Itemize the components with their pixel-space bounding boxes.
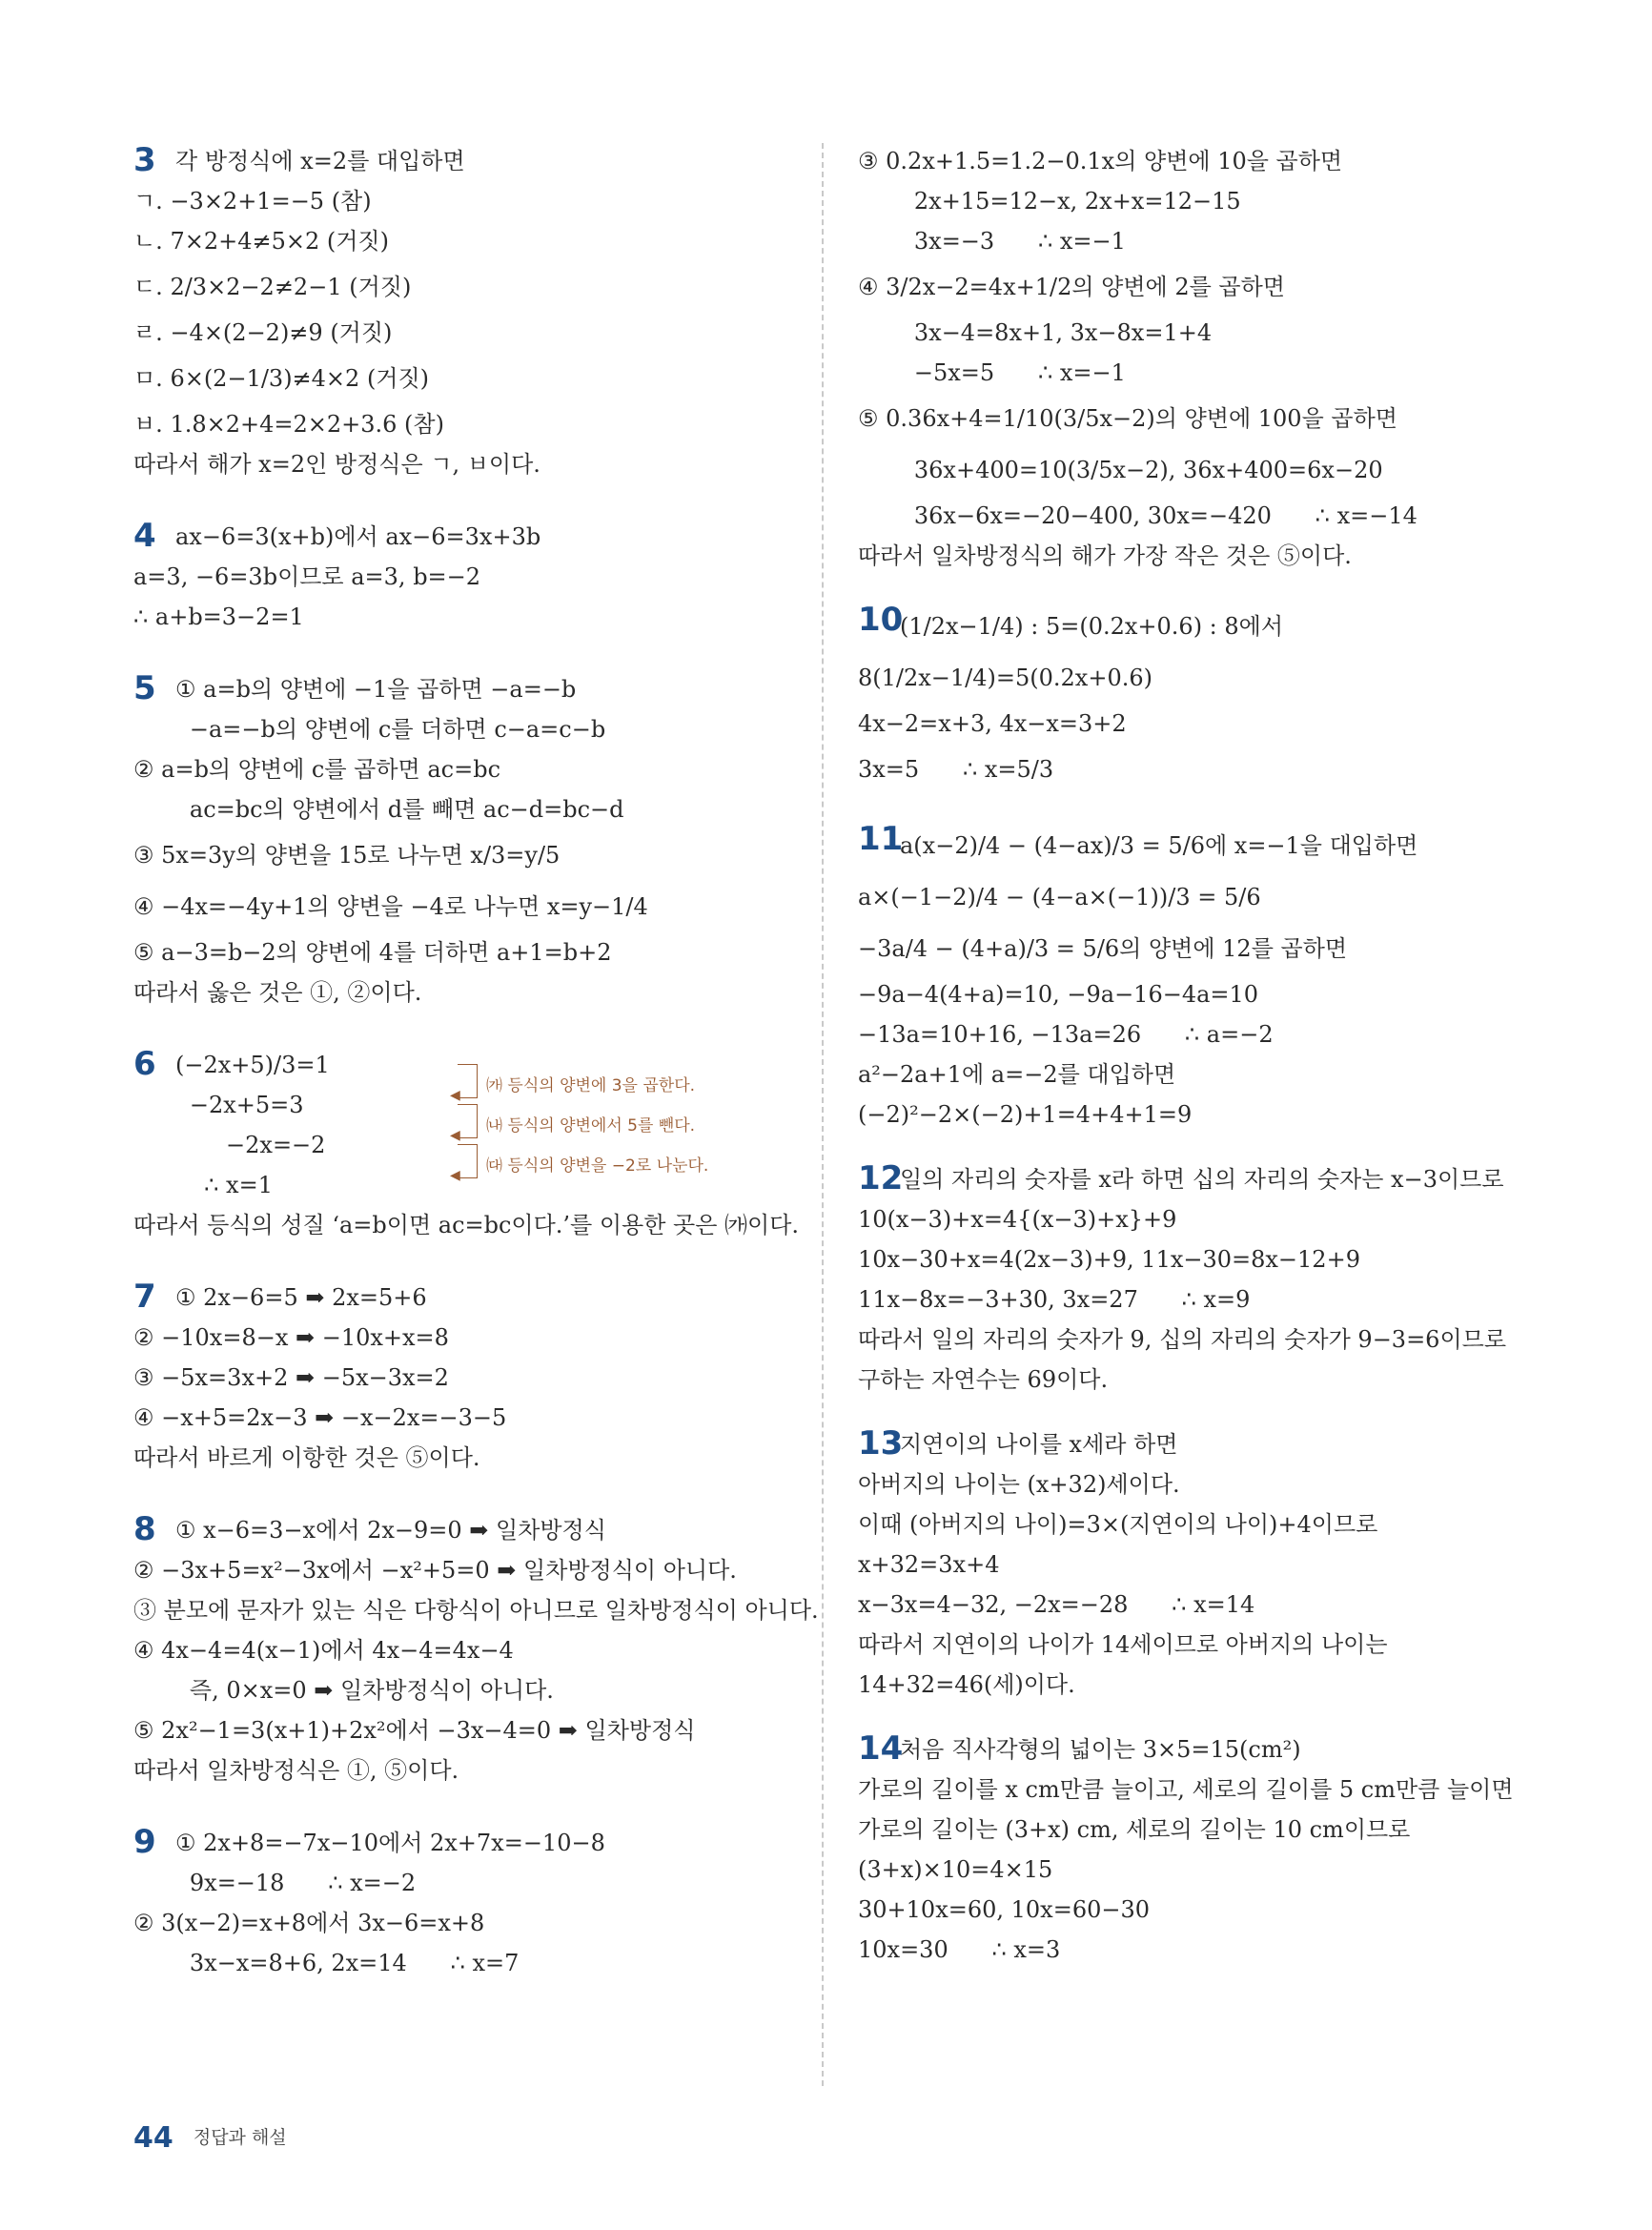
solution-line: ③ 분모에 문자가 있는 식은 다항식이 아니므로 일차방정식이 아니다. [133, 1597, 819, 1624]
solution-line: 36x−6x=−20−400, 30x=−420 ∴ x=−14 [892, 502, 1417, 529]
arrow-left-icon: ◀ [450, 1088, 460, 1103]
solution-line: 따라서 일차방정식의 해가 가장 작은 것은 ⑤이다. [858, 542, 1352, 569]
problem-number: 12 [858, 1159, 904, 1197]
page-footer [133, 2121, 287, 2155]
solution-line: ① 2x−6=5 ➡ 2x=5+6 [175, 1284, 427, 1311]
solution-line: 가로의 길이를 x cm만큼 늘이고, 세로의 길이를 5 cm만큼 늘이면 [858, 1776, 1514, 1803]
solution-line: ③ 5x=3y의 양변을 15로 나누면 x/3=y/5 [133, 842, 561, 869]
solution-line: ∴ x=1 [168, 1172, 273, 1198]
solution-line: 3x=−3 ∴ x=−1 [892, 228, 1126, 255]
solution-line: ④ −4x=−4y+1의 양변을 −4로 나누면 x=y−1/4 [133, 893, 648, 920]
solution-line: (−2x+5)/3=1 [175, 1052, 330, 1078]
solution-line: 14+32=46(세)이다. [858, 1671, 1075, 1698]
solution-line: ㄴ. 7×2+4≠5×2 (거짓) [133, 228, 389, 255]
problem-10 [858, 601, 1544, 795]
problem-number: 4 [133, 517, 156, 555]
solution-line: 이때 (아버지의 나이)=3×(지연이의 나이)+4이므로 [858, 1511, 1378, 1538]
solution-line: ③ 0.2x+1.5=1.2−0.1x의 양변에 10을 곱하면 [858, 148, 1343, 174]
solution-line: 3x−x=8+6, 2x=14 ∴ x=7 [168, 1950, 520, 1976]
solution-line: 11x−8x=−3+30, 3x=27 ∴ x=9 [858, 1286, 1251, 1313]
problem-3 [133, 141, 801, 484]
solution-line: ㅂ. 1.8×2+4=2×2+3.6 (참) [133, 411, 444, 438]
solution-line: ④ −x+5=2x−3 ➡ −x−2x=−3−5 [133, 1404, 507, 1431]
solution-line: 가로의 길이는 (3+x) cm, 세로의 길이는 10 cm이므로 [858, 1816, 1411, 1843]
solution-line: ④ 4x−4=4(x−1)에서 4x−4=4x−4 [133, 1637, 514, 1664]
solution-line: 즉, 0×x=0 ➡ 일차방정식이 아니다. [168, 1677, 554, 1704]
solution-line: 따라서 바르게 이항한 것은 ⑤이다. [133, 1444, 480, 1471]
solution-line: ② −3x+5=x²−3x에서 −x²+5=0 ➡ 일차방정식이 아니다. [133, 1557, 737, 1584]
solution-line: ax−6=3(x+b)에서 ax−6=3x+3b [175, 523, 541, 550]
solution-line: a×(−1−2)/4 − (4−a×(−1))/3 = 5/6 [858, 884, 1261, 910]
solution-line: ⑤ 2x²−1=3(x+1)+2x²에서 −3x−4=0 ➡ 일차방정식 [133, 1717, 696, 1744]
step-note: ㈐ 등식의 양변을 −2로 나눈다. [486, 1156, 709, 1176]
step-note: ㈏ 등식의 양변에서 5를 뺀다. [486, 1116, 696, 1135]
problem-number: 11 [858, 820, 904, 858]
solution-line: (−2)²−2×(−2)+1=4+4+1=9 [858, 1101, 1193, 1128]
solution-line: 3x=5 ∴ x=5/3 [858, 756, 1054, 783]
solution-line: 일의 자리의 숫자를 x라 하면 십의 자리의 숫자는 x−3이므로 [900, 1166, 1504, 1193]
problem-6 [133, 1045, 801, 1245]
solution-line: (3+x)×10=4×15 [858, 1856, 1053, 1883]
page-number: 44 [133, 2121, 173, 2155]
step-bracket [458, 1104, 478, 1138]
solution-line: ① a=b의 양변에 −1을 곱하면 −a=−b [175, 676, 577, 703]
solution-line: 지연이의 나이를 x세라 하면 [900, 1431, 1178, 1458]
solution-line: 따라서 해가 x=2인 방정식은 ㄱ, ㅂ이다. [133, 451, 540, 478]
solution-line: 따라서 일의 자리의 숫자가 9, 십의 자리의 숫자가 9−3=6이므로 [858, 1326, 1507, 1353]
solution-line: a²−2a+1에 a=−2를 대입하면 [858, 1061, 1176, 1088]
solution-line: a(x−2)/4 − (4−ax)/3 = 5/6에 x=−1을 대입하면 [900, 832, 1418, 859]
problem-7 [133, 1278, 801, 1478]
problem-number: 3 [133, 141, 156, 179]
footer-title: 정답과 해설 [193, 2127, 287, 2148]
solution-line: ⑤ a−3=b−2의 양변에 4를 더하면 a+1=b+2 [133, 939, 612, 966]
problem-number: 10 [858, 601, 904, 639]
solution-line: 2x+15=12−x, 2x+x=12−15 [892, 188, 1241, 215]
solution-line: ① 2x+8=−7x−10에서 2x+7x=−10−8 [175, 1830, 605, 1856]
solution-line: 따라서 일차방정식은 ①, ⑤이다. [133, 1757, 459, 1784]
solution-line: 처음 직사각형의 넓이는 3×5=15(cm²) [900, 1736, 1301, 1763]
solution-line: −5x=5 ∴ x=−1 [892, 359, 1126, 386]
problem-number: 14 [858, 1729, 904, 1768]
solution-line: 10x=30 ∴ x=3 [858, 1936, 1061, 1963]
problem-12 [858, 1159, 1544, 1400]
solution-line: 4x−2=x+3, 4x−x=3+2 [858, 710, 1127, 737]
solution-line: 9x=−18 ∴ x=−2 [168, 1870, 417, 1896]
problem-9 [133, 1823, 801, 1983]
solution-line: ⑤ 0.36x+4=1/10(3/5x−2)의 양변에 100을 곱하면 [858, 405, 1397, 432]
solution-line: ② 3(x−2)=x+8에서 3x−6=x+8 [133, 1910, 485, 1936]
problem-4 [133, 517, 801, 637]
solution-line: x+32=3x+4 [858, 1551, 1000, 1578]
solution-line: ㄷ. 2/3×2−2≠2−1 (거짓) [133, 274, 412, 300]
problem-number: 13 [858, 1424, 904, 1463]
solution-line: ② −10x=8−x ➡ −10x+x=8 [133, 1324, 449, 1351]
solution-line: 따라서 지연이의 나이가 14세이므로 아버지의 나이는 [858, 1631, 1388, 1658]
step-bracket [458, 1144, 478, 1178]
problem-number: 8 [133, 1510, 156, 1548]
right-column [858, 141, 1544, 1970]
problem-number: 7 [133, 1278, 156, 1316]
solution-line: 10(x−3)+x=4{(x−3)+x}+9 [858, 1206, 1177, 1233]
solution-line: ③ −5x=3x+2 ➡ −5x−3x=2 [133, 1364, 449, 1391]
step-note: ㈎ 등식의 양변에 3을 곱한다. [486, 1076, 696, 1095]
problem-number: 5 [133, 669, 156, 707]
solution-line: x−3x=4−32, −2x=−28 ∴ x=14 [858, 1591, 1255, 1618]
solution-line: ㄱ. −3×2+1=−5 (참) [133, 188, 372, 215]
solution-line: 36x+400=10(3/5x−2), 36x+400=6x−20 [892, 457, 1383, 483]
solution-line: −9a−4(4+a)=10, −9a−16−4a=10 [858, 981, 1259, 1008]
solution-line: ② a=b의 양변에 c를 곱하면 ac=bc [133, 756, 501, 783]
problem-11 [858, 820, 1544, 1135]
problem-number: 9 [133, 1823, 156, 1861]
solution-line: 10x−30+x=4(2x−3)+9, 11x−30=8x−12+9 [858, 1246, 1360, 1273]
solution-line: 3x−4=8x+1, 3x−8x=1+4 [892, 319, 1213, 346]
problem-13 [858, 1424, 1544, 1705]
problem-5 [133, 669, 801, 1013]
solution-line: 30+10x=60, 10x=60−30 [858, 1896, 1150, 1923]
arrow-left-icon: ◀ [450, 1128, 460, 1143]
solution-line: ④ 3/2x−2=4x+1/2의 양변에 2를 곱하면 [858, 274, 1285, 300]
solution-line: 각 방정식에 x=2를 대입하면 [175, 148, 465, 174]
solution-line: ① x−6=3−x에서 2x−9=0 ➡ 일차방정식 [175, 1517, 606, 1544]
arrow-left-icon: ◀ [450, 1168, 460, 1183]
problem-8 [133, 1510, 819, 1790]
solution-line: ac=bc의 양변에서 d를 빼면 ac−d=bc−d [168, 796, 624, 823]
solution-line: 따라서 옳은 것은 ①, ②이다. [133, 979, 422, 1006]
solution-line: −2x+5=3 [168, 1092, 304, 1118]
step-bracket [458, 1064, 478, 1098]
problem-cont [858, 141, 1544, 576]
solution-line: −a=−b의 양변에 c를 더하면 c−a=c−b [168, 716, 606, 743]
problem-14 [858, 1729, 1544, 1970]
problem-number: 6 [133, 1045, 156, 1083]
solution-line: 아버지의 나이는 (x+32)세이다. [858, 1471, 1180, 1498]
solution-line: −2x=−2 [168, 1132, 326, 1158]
solution-line: (1/2x−1/4) : 5=(0.2x+0.6) : 8에서 [900, 613, 1284, 640]
solution-line: 따라서 등식의 성질 ‘a=b이면 ac=bc이다.’를 이용한 곳은 ㈎이다. [133, 1212, 800, 1238]
left-column [133, 141, 819, 1983]
solution-line: ∴ a+b=3−2=1 [133, 604, 304, 630]
solution-line: 8(1/2x−1/4)=5(0.2x+0.6) [858, 665, 1152, 691]
solution-line: −13a=10+16, −13a=26 ∴ a=−2 [858, 1021, 1274, 1048]
solution-line: ㅁ. 6×(2−1/3)≠4×2 (거짓) [133, 365, 430, 392]
solution-line: −3a/4 − (4+a)/3 = 5/6의 양변에 12를 곱하면 [858, 935, 1348, 962]
column-divider [822, 143, 824, 2086]
solution-line: a=3, −6=3b이므로 a=3, b=−2 [133, 563, 481, 590]
solution-line: ㄹ. −4×(2−2)≠9 (거짓) [133, 319, 393, 346]
solution-line: 구하는 자연수는 69이다. [858, 1366, 1109, 1393]
